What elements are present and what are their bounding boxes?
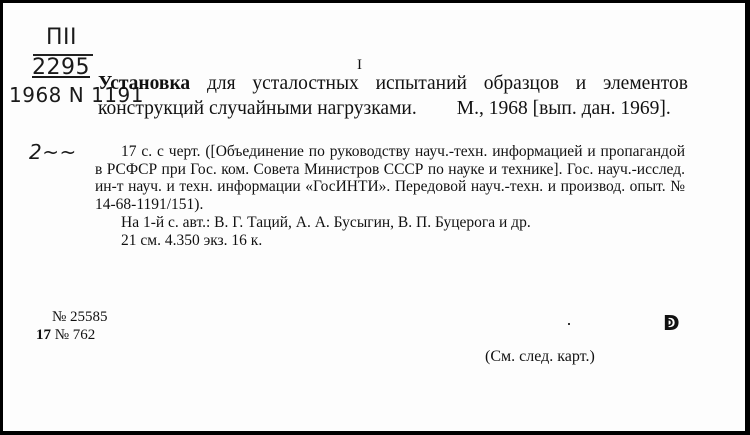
check-mark-icon: ↁ [663,311,680,335]
catalog-card [3,3,745,431]
title-place-year: М., 1968 [456,98,528,119]
description-block [95,143,685,249]
handwritten-year-number: 1968 N 1191 [9,83,144,107]
description-text: 17 с. с черт. ([Объединение по руководству науч.-техн. информацией и пропагандой в РСФСР при Гос. ком. Совета Министров СССР по науке и технике]. Гос. науч.-исслед. ин-т науч. и техн. информации «ГосИНТИ». Передовой науч.-техн. и производ. опыт. № 14-68-1191/151). [95,143,685,213]
title-lead: Установка [98,73,191,94]
accession-number-1: № 25585 [52,309,108,325]
handwritten-shelf-number: 2295 [32,55,90,80]
see-next-card: (См. след. карт.) [485,348,595,365]
handwritten-scribble: 2~~ [29,140,77,164]
accession-prefix: 17 [36,327,51,343]
title-issue: [вып. дан. 1969]. [532,98,671,119]
authors-note: На 1-й с. авт.: В. Г. Таций, А. А. Бусыгин, В. П. Буцерога и др. [121,214,531,231]
title-block [98,71,688,121]
handwritten-shelf-top: ПII [46,25,78,50]
accession-number-2 [36,327,95,344]
physical-stats: 21 см. 4.350 экз. 16 к. [121,231,263,249]
card-page-number: I [357,57,362,73]
title-rest: для усталостных испытаний образцов и элементов конструкций случайными нагрузками. [98,73,688,119]
accession-number: № 762 [51,327,96,343]
ink-dot [568,323,570,325]
